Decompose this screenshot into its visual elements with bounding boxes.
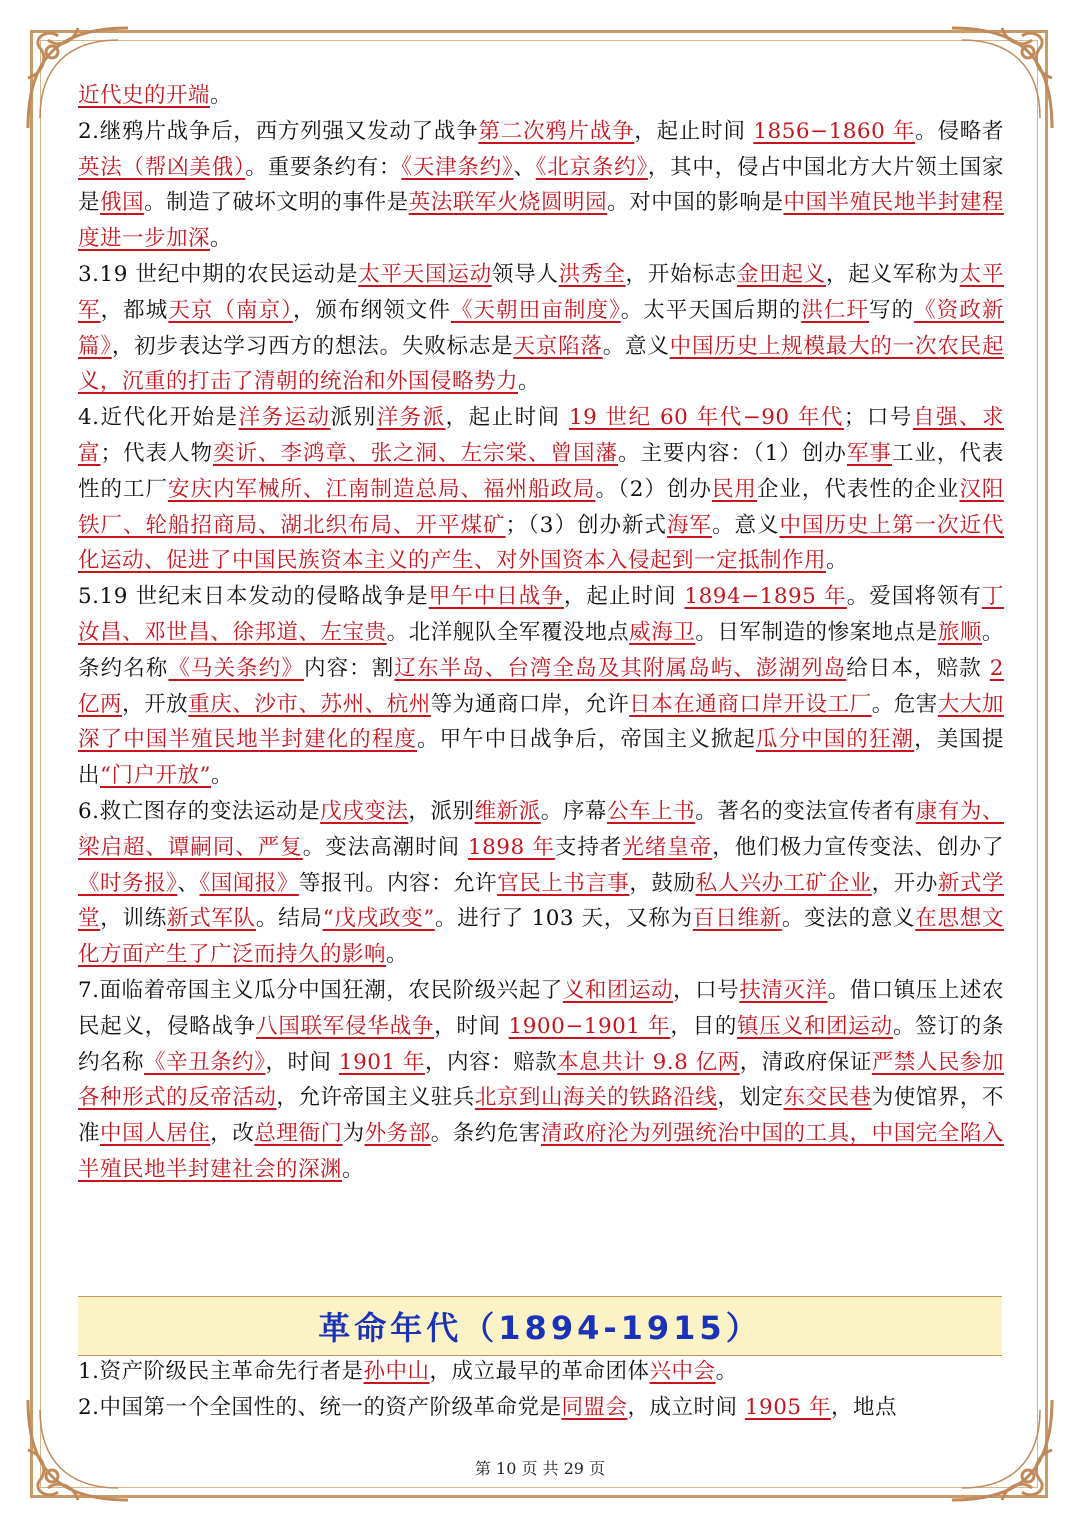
answer-highlight: 兴中会 xyxy=(649,1359,716,1384)
answer-highlight: 1905 年 xyxy=(744,1394,831,1420)
answer-highlight: 1900−1901 年 xyxy=(508,1013,671,1039)
answer-highlight: 1898 年 xyxy=(467,834,555,860)
paragraph-text: ，训练 xyxy=(100,906,167,932)
answer-highlight: 英法联军火烧圆明园 xyxy=(408,190,608,216)
section-title-banner xyxy=(78,1296,1002,1356)
paragraph-text: ，清政府保证 xyxy=(739,1049,872,1075)
answer-highlight: 扶清灭洋 xyxy=(739,977,828,1003)
paragraph-text: 等报刊。内容：允许 xyxy=(298,870,498,896)
paragraph-text: ；（3）创办新式 xyxy=(505,512,667,538)
paragraph xyxy=(78,257,1004,400)
answer-highlight: 大大加深了中国半殖民地半封建化的程度 xyxy=(78,691,1004,753)
paragraph-text: ，成立最早的革命团体 xyxy=(429,1359,650,1384)
paragraph-text: ，颁布纲领文件 xyxy=(292,297,451,323)
paragraph-text: 。序幕 xyxy=(540,798,607,824)
answer-highlight: 自强、求富 xyxy=(78,405,1004,466)
notes-body-section2 xyxy=(78,1354,1004,1426)
answer-highlight: 东交民巷 xyxy=(783,1085,872,1111)
paragraph-text: 工业，代表性的工厂 xyxy=(78,440,1004,502)
paragraph-text: 支持者 xyxy=(554,834,623,860)
section-title: 革命年代（1894-1915） xyxy=(318,1309,762,1347)
paragraph xyxy=(78,794,1004,973)
paragraph-text: 等为通商口岸，允许 xyxy=(430,691,630,717)
paragraph xyxy=(78,579,1004,794)
answer-highlight: 洋务派 xyxy=(376,405,446,431)
answer-highlight: 英法（帮凶美俄） xyxy=(78,154,246,180)
answer-highlight: 孙中山 xyxy=(363,1359,430,1384)
paragraph-text: 。太平天国后期的 xyxy=(620,297,802,323)
paragraph-text: ，他们极力宣传变法、创办了 xyxy=(712,834,1004,860)
answer-highlight: 在思想文化方面产生了广泛而持久的影响 xyxy=(78,906,1004,968)
answer-highlight: 海军 xyxy=(666,512,712,538)
paragraph-text: ，开办 xyxy=(871,870,938,896)
paragraph-text: 4.近代化开始是 xyxy=(78,405,239,431)
paragraph-text: 。 xyxy=(210,83,233,108)
paragraph xyxy=(78,973,1004,1188)
answer-highlight: 1901 年 xyxy=(338,1049,426,1075)
answer-highlight: 《国闻报》 xyxy=(199,870,299,896)
paragraph-text: 2.继鸦片战争后，西方列强又发动了战争 xyxy=(78,118,479,144)
answer-highlight: 2 亿两 xyxy=(78,655,1004,717)
answer-highlight: 重庆、沙市、苏州、杭州 xyxy=(188,691,431,717)
answer-highlight: 奕䜣、李鸿章、张之洞、左宗棠、曾国藩 xyxy=(213,440,618,466)
paragraph-text: 。意义 xyxy=(602,333,670,359)
paragraph-text: 。著名的变法宣传者有 xyxy=(695,798,916,824)
paragraph-text: ，划定 xyxy=(717,1085,784,1111)
paragraph-text: ，起止时间 xyxy=(445,405,569,431)
paragraph-text: ，派别 xyxy=(408,798,475,824)
paragraph-text: 。爱国将领有 xyxy=(846,584,982,610)
paragraph-text: 领导人 xyxy=(491,261,559,287)
answer-highlight: 《天津条约》 xyxy=(401,154,514,180)
paragraph-text: 6.救亡图存的变法运动是 xyxy=(78,798,321,824)
answer-highlight: 维新派 xyxy=(474,798,541,824)
paragraph-text: 。重要条约有： xyxy=(245,154,402,180)
answer-highlight: 《马关条约》 xyxy=(168,655,304,681)
paragraph-text: 。（2）创办 xyxy=(595,476,712,502)
paragraph-text: 。主要内容：（1）创办 xyxy=(618,440,847,466)
paragraph xyxy=(78,1354,1004,1390)
paragraph-text: 。意义 xyxy=(711,512,780,538)
paragraph-text: 7.面临着帝国主义瓜分中国狂潮，农民阶级兴起了 xyxy=(78,977,563,1003)
paragraph-text: 。侵略者 xyxy=(915,118,1004,144)
paragraph-text: 2.中国第一个全国性的、统一的资产阶级革命党是 xyxy=(78,1394,562,1420)
answer-highlight: 光绪皇帝 xyxy=(622,834,713,860)
paragraph-text: 派别 xyxy=(330,405,377,431)
answer-highlight: 洪秀全 xyxy=(558,261,626,287)
answer-highlight: 第二次鸦片战争 xyxy=(478,118,635,144)
answer-highlight: 八国联军侵华战争 xyxy=(256,1013,435,1039)
answer-highlight: 百日维新 xyxy=(692,906,782,932)
paragraph-text: ，成立时间 xyxy=(627,1394,745,1420)
paragraph-text: 。日军制造的惨案地点是 xyxy=(695,619,938,645)
answer-highlight: 太平军 xyxy=(78,261,1004,323)
answer-highlight: 近代史的开端 xyxy=(78,83,211,108)
answer-highlight: 清政府沦为列强统治中国的工具，中国完全陷入半殖民地半封建社会的深渊 xyxy=(78,1121,1004,1182)
answer-highlight: 总理衙门 xyxy=(254,1121,343,1147)
answer-highlight: 戊戌变法 xyxy=(320,798,409,824)
paragraph-text: 为使馆界，不准 xyxy=(78,1085,1004,1147)
answer-highlight: 金田起义 xyxy=(736,261,827,287)
paragraph-text: 3.19 世纪中期的农民运动是 xyxy=(78,261,359,287)
answer-highlight: 19 世纪 60 年代−90 年代 xyxy=(568,405,844,431)
answer-highlight: 义和团运动 xyxy=(562,977,674,1003)
answer-highlight: 新式军队 xyxy=(166,906,256,932)
answer-highlight: 日本在通商口岸开设工厂 xyxy=(629,691,872,717)
notes-body xyxy=(78,78,1004,1188)
answer-highlight: 1856−1860 年 xyxy=(753,118,916,144)
answer-highlight: 甲午中日战争 xyxy=(428,584,564,610)
answer-highlight: 康有为、梁启超、谭嗣同、严复 xyxy=(78,798,1004,860)
paragraph-text: 给日本，赔款 xyxy=(846,655,990,681)
answer-highlight: 中国人居住 xyxy=(100,1121,211,1147)
answer-highlight: 丁汝昌、邓世昌、徐邦道、左宝贵 xyxy=(78,584,1004,645)
paragraph-text: ，起止时间 xyxy=(634,118,754,144)
answer-highlight: 洪仁玕 xyxy=(801,297,870,323)
paragraph-text: ，起止时间 xyxy=(563,584,685,610)
answer-highlight: 北京到山海关的铁路沿线 xyxy=(474,1085,718,1111)
answer-highlight: 外务部 xyxy=(364,1121,431,1147)
answer-highlight: 洋务运动 xyxy=(238,405,331,431)
paragraph-text: 。借口镇压上述农民起义，侵略战争 xyxy=(78,977,1004,1039)
answer-highlight: 旅顺 xyxy=(937,619,982,645)
answer-highlight: 天京陷落 xyxy=(513,333,603,359)
answer-highlight: 民用 xyxy=(711,476,757,502)
paragraph-text: ，时间 xyxy=(434,1013,509,1039)
paragraph-text: ，口号 xyxy=(673,977,740,1003)
paragraph-text: 写的 xyxy=(869,297,915,323)
answer-highlight: 新式学堂 xyxy=(78,870,1004,932)
answer-highlight: “戊戌政变” xyxy=(322,906,435,932)
paragraph-text: 。 xyxy=(210,226,233,252)
paragraph-text: ，都城 xyxy=(100,297,169,323)
paragraph-text: ；口号 xyxy=(843,405,913,431)
paragraph xyxy=(78,400,1004,579)
paragraph-text: 企业，代表性的企业 xyxy=(756,476,960,502)
paragraph-text: 。进行了 103 天，又称为 xyxy=(434,906,693,932)
paragraph-text: ，地点 xyxy=(830,1394,897,1420)
paragraph-text: ，目的 xyxy=(670,1013,738,1039)
paragraph-text: 。变法的意义 xyxy=(781,906,916,932)
answer-highlight: 瓜分中国的狂潮 xyxy=(755,727,915,753)
paragraph xyxy=(78,1390,1004,1426)
paragraph-text: ，鼓励 xyxy=(629,870,696,896)
paragraph-text: ，时间 xyxy=(265,1049,339,1075)
paragraph-text: 。 xyxy=(211,763,234,789)
answer-highlight: 中国历史上第一次近代化运动、促进了中国民族资本主义的产生、对外国资本入侵起到一定抵制作用 xyxy=(78,512,1004,574)
paragraph-text: 。危害 xyxy=(871,691,938,717)
paragraph-text: 。 xyxy=(518,369,541,395)
paragraph-text: 5.19 世纪末日本发动的侵略战争是 xyxy=(78,584,429,610)
paragraph xyxy=(78,114,1004,257)
paragraph-text: 。条约名称 xyxy=(78,619,1004,681)
answer-highlight: 《资政新篇》 xyxy=(78,297,1004,359)
answer-highlight: 《时务报》 xyxy=(78,870,178,896)
paragraph-text: ，开放 xyxy=(122,691,189,717)
paragraph-text: ；代表人物 xyxy=(100,440,213,466)
page-number: 第 10 页 共 29 页 xyxy=(474,1459,606,1478)
paragraph-text: 1.资产阶级民主革命先行者是 xyxy=(78,1359,364,1384)
paragraph-text: ，允许帝国主义驻兵 xyxy=(276,1085,475,1111)
answer-highlight: 辽东半岛、台湾全岛及其附属岛屿、澎湖列岛 xyxy=(394,655,847,681)
answer-highlight: 官民上书言事 xyxy=(497,870,630,896)
answer-highlight: “门户开放” xyxy=(100,763,211,789)
paragraph-text: 。 xyxy=(342,1156,365,1182)
answer-highlight: 安庆内军械所、江南制造总局、福州船政局 xyxy=(168,476,596,502)
paragraph xyxy=(78,78,1004,114)
answer-highlight: 中国半殖民地半封建程度进一步加深 xyxy=(78,190,1004,252)
answer-highlight: 太平天国运动 xyxy=(358,261,492,287)
paragraph-text: ，其中，侵占中国北方大片领土国家是 xyxy=(78,154,1004,216)
paragraph-text: 、 xyxy=(513,154,536,180)
paragraph-text: 。条约危害 xyxy=(430,1121,541,1147)
answer-highlight: 俄国 xyxy=(100,190,145,216)
paragraph-text: ，开始标志 xyxy=(625,261,737,287)
paragraph-text: ，起义军称为 xyxy=(826,261,960,287)
answer-highlight: 严禁人民参加各种形式的反帝活动 xyxy=(78,1049,1004,1111)
answer-highlight: 镇压义和团运动 xyxy=(737,1013,893,1039)
answer-highlight: 《天朝田亩制度》 xyxy=(450,297,621,323)
paragraph-text: ，初步表达学习西方的想法。失败标志是 xyxy=(111,333,514,359)
answer-highlight: 威海卫 xyxy=(629,619,696,645)
answer-highlight: 汉阳铁厂、轮船招商局、湖北织布局、开平煤矿 xyxy=(78,476,1004,538)
answer-highlight: 1894−1895 年 xyxy=(684,584,847,610)
paragraph-text: 为 xyxy=(342,1121,365,1147)
answer-highlight: 同盟会 xyxy=(561,1394,628,1420)
paragraph-text: 内容：割 xyxy=(303,655,395,681)
answer-highlight: 公车上书 xyxy=(606,798,696,824)
paragraph-text: 。 xyxy=(386,942,409,968)
answer-highlight: 《北京条约》 xyxy=(535,154,648,180)
paragraph-text: 。 xyxy=(715,1359,738,1384)
paragraph-text: 。 xyxy=(826,548,849,574)
paragraph-text: ，改 xyxy=(210,1121,255,1147)
answer-highlight: 军事 xyxy=(846,440,892,466)
paragraph-text: ，美国提出 xyxy=(78,727,1004,789)
paragraph-text: 。对中国的影响是 xyxy=(607,190,784,216)
answer-highlight: 中国历史上规模最大的一次农民起义，沉重的打击了清朝的统治和外国侵略势力 xyxy=(78,333,1004,395)
answer-highlight: 天京（南京） xyxy=(168,297,293,323)
answer-highlight: 《辛丑条约》 xyxy=(144,1049,266,1075)
paragraph-text: 、 xyxy=(177,870,200,896)
paragraph-text: 。制造了破坏文明的事件是 xyxy=(144,190,409,216)
answer-highlight: 本息共计 9.8 亿两 xyxy=(557,1049,740,1075)
paragraph-text: 。变法高潮时间 xyxy=(302,834,468,860)
paragraph-text: 。甲午中日战争后，帝国主义掀起 xyxy=(416,727,756,753)
paragraph-text: 。签订的条约名称 xyxy=(78,1013,1004,1075)
paragraph-text: 。北洋舰队全军覆没地点 xyxy=(386,619,630,645)
answer-highlight: 私人兴办工矿企业 xyxy=(695,870,872,896)
paragraph-text: ，内容：赔款 xyxy=(425,1049,558,1075)
paragraph-text: 。结局 xyxy=(255,906,323,932)
